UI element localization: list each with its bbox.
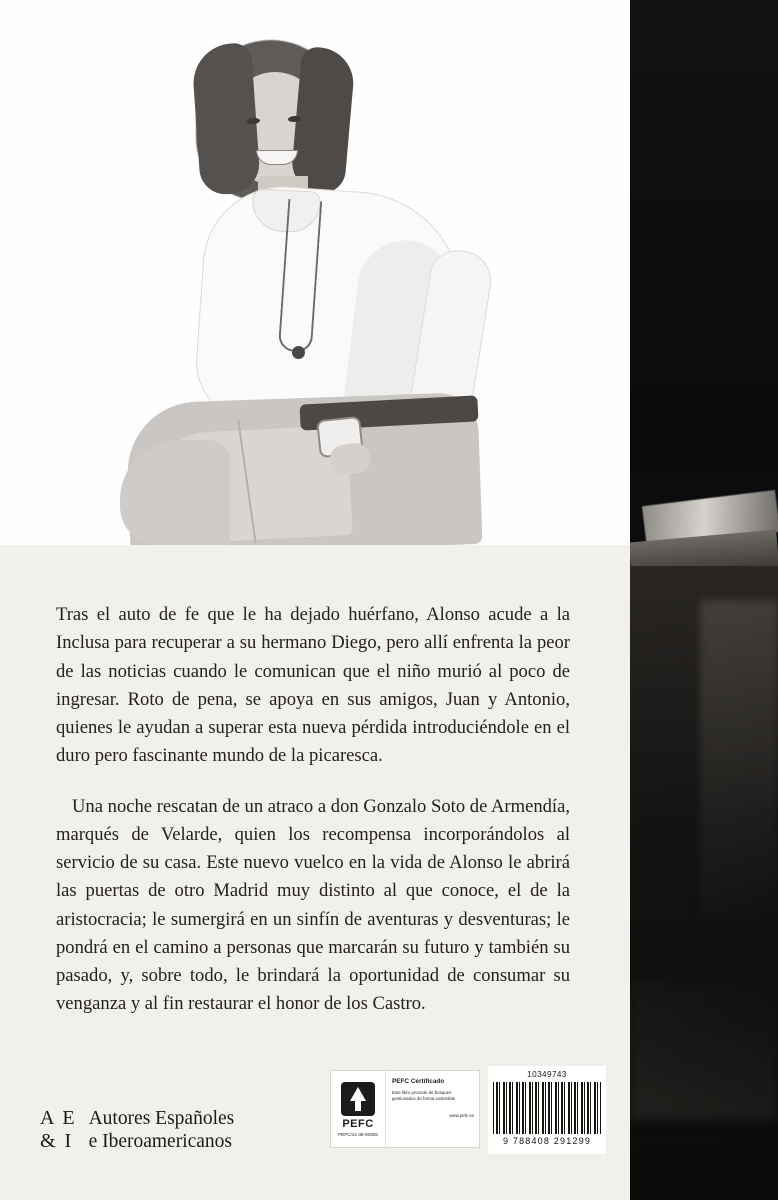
pefc-title: PEFC Certificado <box>392 1078 445 1085</box>
spine-streak-lower <box>630 980 778 1120</box>
blurb-paragraph-2: Una noche rescatan de un atraco a don Gonzalo Soto de Armendía, marqués de Velarde, quien los recompensa incorporándolos al servicio de su casa. Este nuevo vuelco en la vida de Alonso le abrirá las puertas de otro Madrid muy distinto al que conoce, el de la aristocracia; le sumergirá en un sinfín de aventuras y desventuras; le pondrá en el camino a personas que marcarán su futuro y también su pasado, y, sobre todo, le brindará la oportunidad de consumar su venganza y al fin restaurar el honor de los Castro. <box>56 795 570 1015</box>
portrait-illustration <box>0 0 630 545</box>
spine-dark-top <box>630 0 778 470</box>
publisher-monogram-line-2: & I <box>40 1130 74 1153</box>
pefc-certification-badge <box>330 1070 480 1148</box>
barcode <box>488 1066 606 1154</box>
spine-streak-upper <box>700 600 778 920</box>
blurb-paragraph-1: Tras el auto de fe que le ha dejado huérfano, Alonso acude a la Inclusa para recuperar a su hermano Diego, pero allí enfrenta la peor de las noticias cuando le comunican que el niño murió al poco de ingresar. Roto de pena, se apoya en sus amigos, Juan y Antonio, quienes le ayudan a superar esta nueva pérdida introduciéndole en el duro pero fascinante mundo de la picaresca. <box>56 604 570 767</box>
tree-icon <box>341 1082 375 1116</box>
cover-footer <box>0 1028 630 1200</box>
publisher-logo <box>40 1107 234 1154</box>
publisher-monogram <box>40 1107 77 1154</box>
pefc-wordmark: PEFC <box>342 1117 374 1130</box>
barcode-internal-id: 10349743 <box>527 1070 567 1079</box>
pendant-shape <box>292 346 305 359</box>
pefc-description: Este libro procede de bosques gestionados de forma sostenible <box>392 1090 456 1102</box>
barcode-isbn-digits: 9 788408 291299 <box>502 1136 592 1146</box>
pefc-url: www.pefc.es <box>449 1112 474 1118</box>
publisher-monogram-line-1: A E <box>40 1106 77 1129</box>
pefc-logo-block <box>331 1071 386 1147</box>
pefc-text-block <box>386 1071 479 1147</box>
blurb-text <box>0 545 630 1019</box>
publisher-name-line-2: e Iberoamericanos <box>88 1131 233 1153</box>
pefc-code: PEFC/14-38-00305 <box>338 1131 378 1137</box>
book-spine-edge <box>630 0 778 1200</box>
publisher-name <box>89 1107 235 1154</box>
barcode-bars <box>493 1082 601 1134</box>
author-photo <box>0 0 630 545</box>
publisher-name-line-1: Autores Españoles <box>88 1108 235 1130</box>
